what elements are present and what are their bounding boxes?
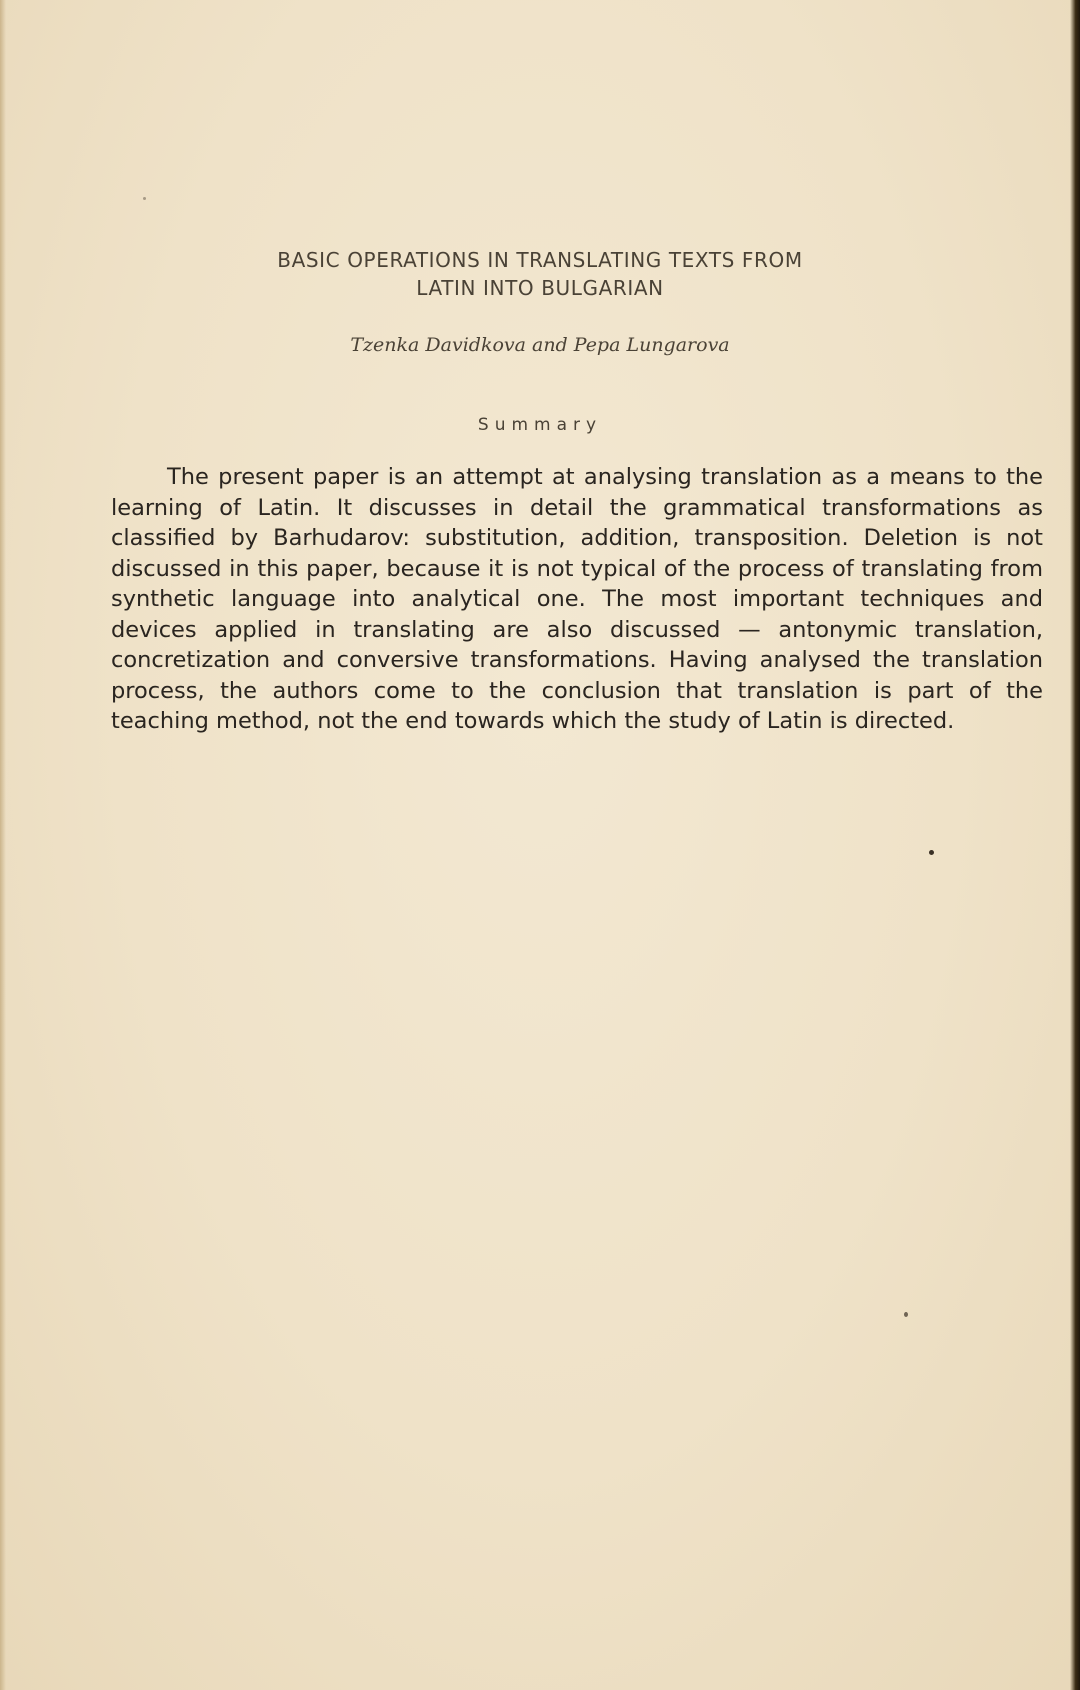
paper-speck: [904, 1312, 908, 1317]
article-authors: Tzenka Davidkova and Pepa Lungarova: [350, 334, 730, 356]
paper-speck: [143, 197, 146, 200]
summary-heading: Summary: [477, 415, 603, 435]
title-line-1: BASIC OPERATIONS IN TRANSLATING TEXTS FROM: [277, 248, 803, 272]
article-title: [0, 246, 1080, 302]
paper-speck: [929, 850, 934, 855]
summary-paragraph: The present paper is an attempt at analysing translation as a means to the learning of Latin. It discusses in detail the grammatical transformations as classified by Barhudarov: substitution, addition, transposition. Deletion is not discussed in this paper, because it is not typical of the process of translating from synthetic language into analytical one. The most important techniques and devices applied in translating are also discussed — antonymic translation, concretization and conversive transformations. Having analysed the translation process, the authors come to the conclusion that translation is part of the teaching method, not the end towards which the study of Latin is directed.: [111, 464, 1043, 734]
title-line-2: LATIN INTO BULGARIAN: [416, 276, 664, 300]
